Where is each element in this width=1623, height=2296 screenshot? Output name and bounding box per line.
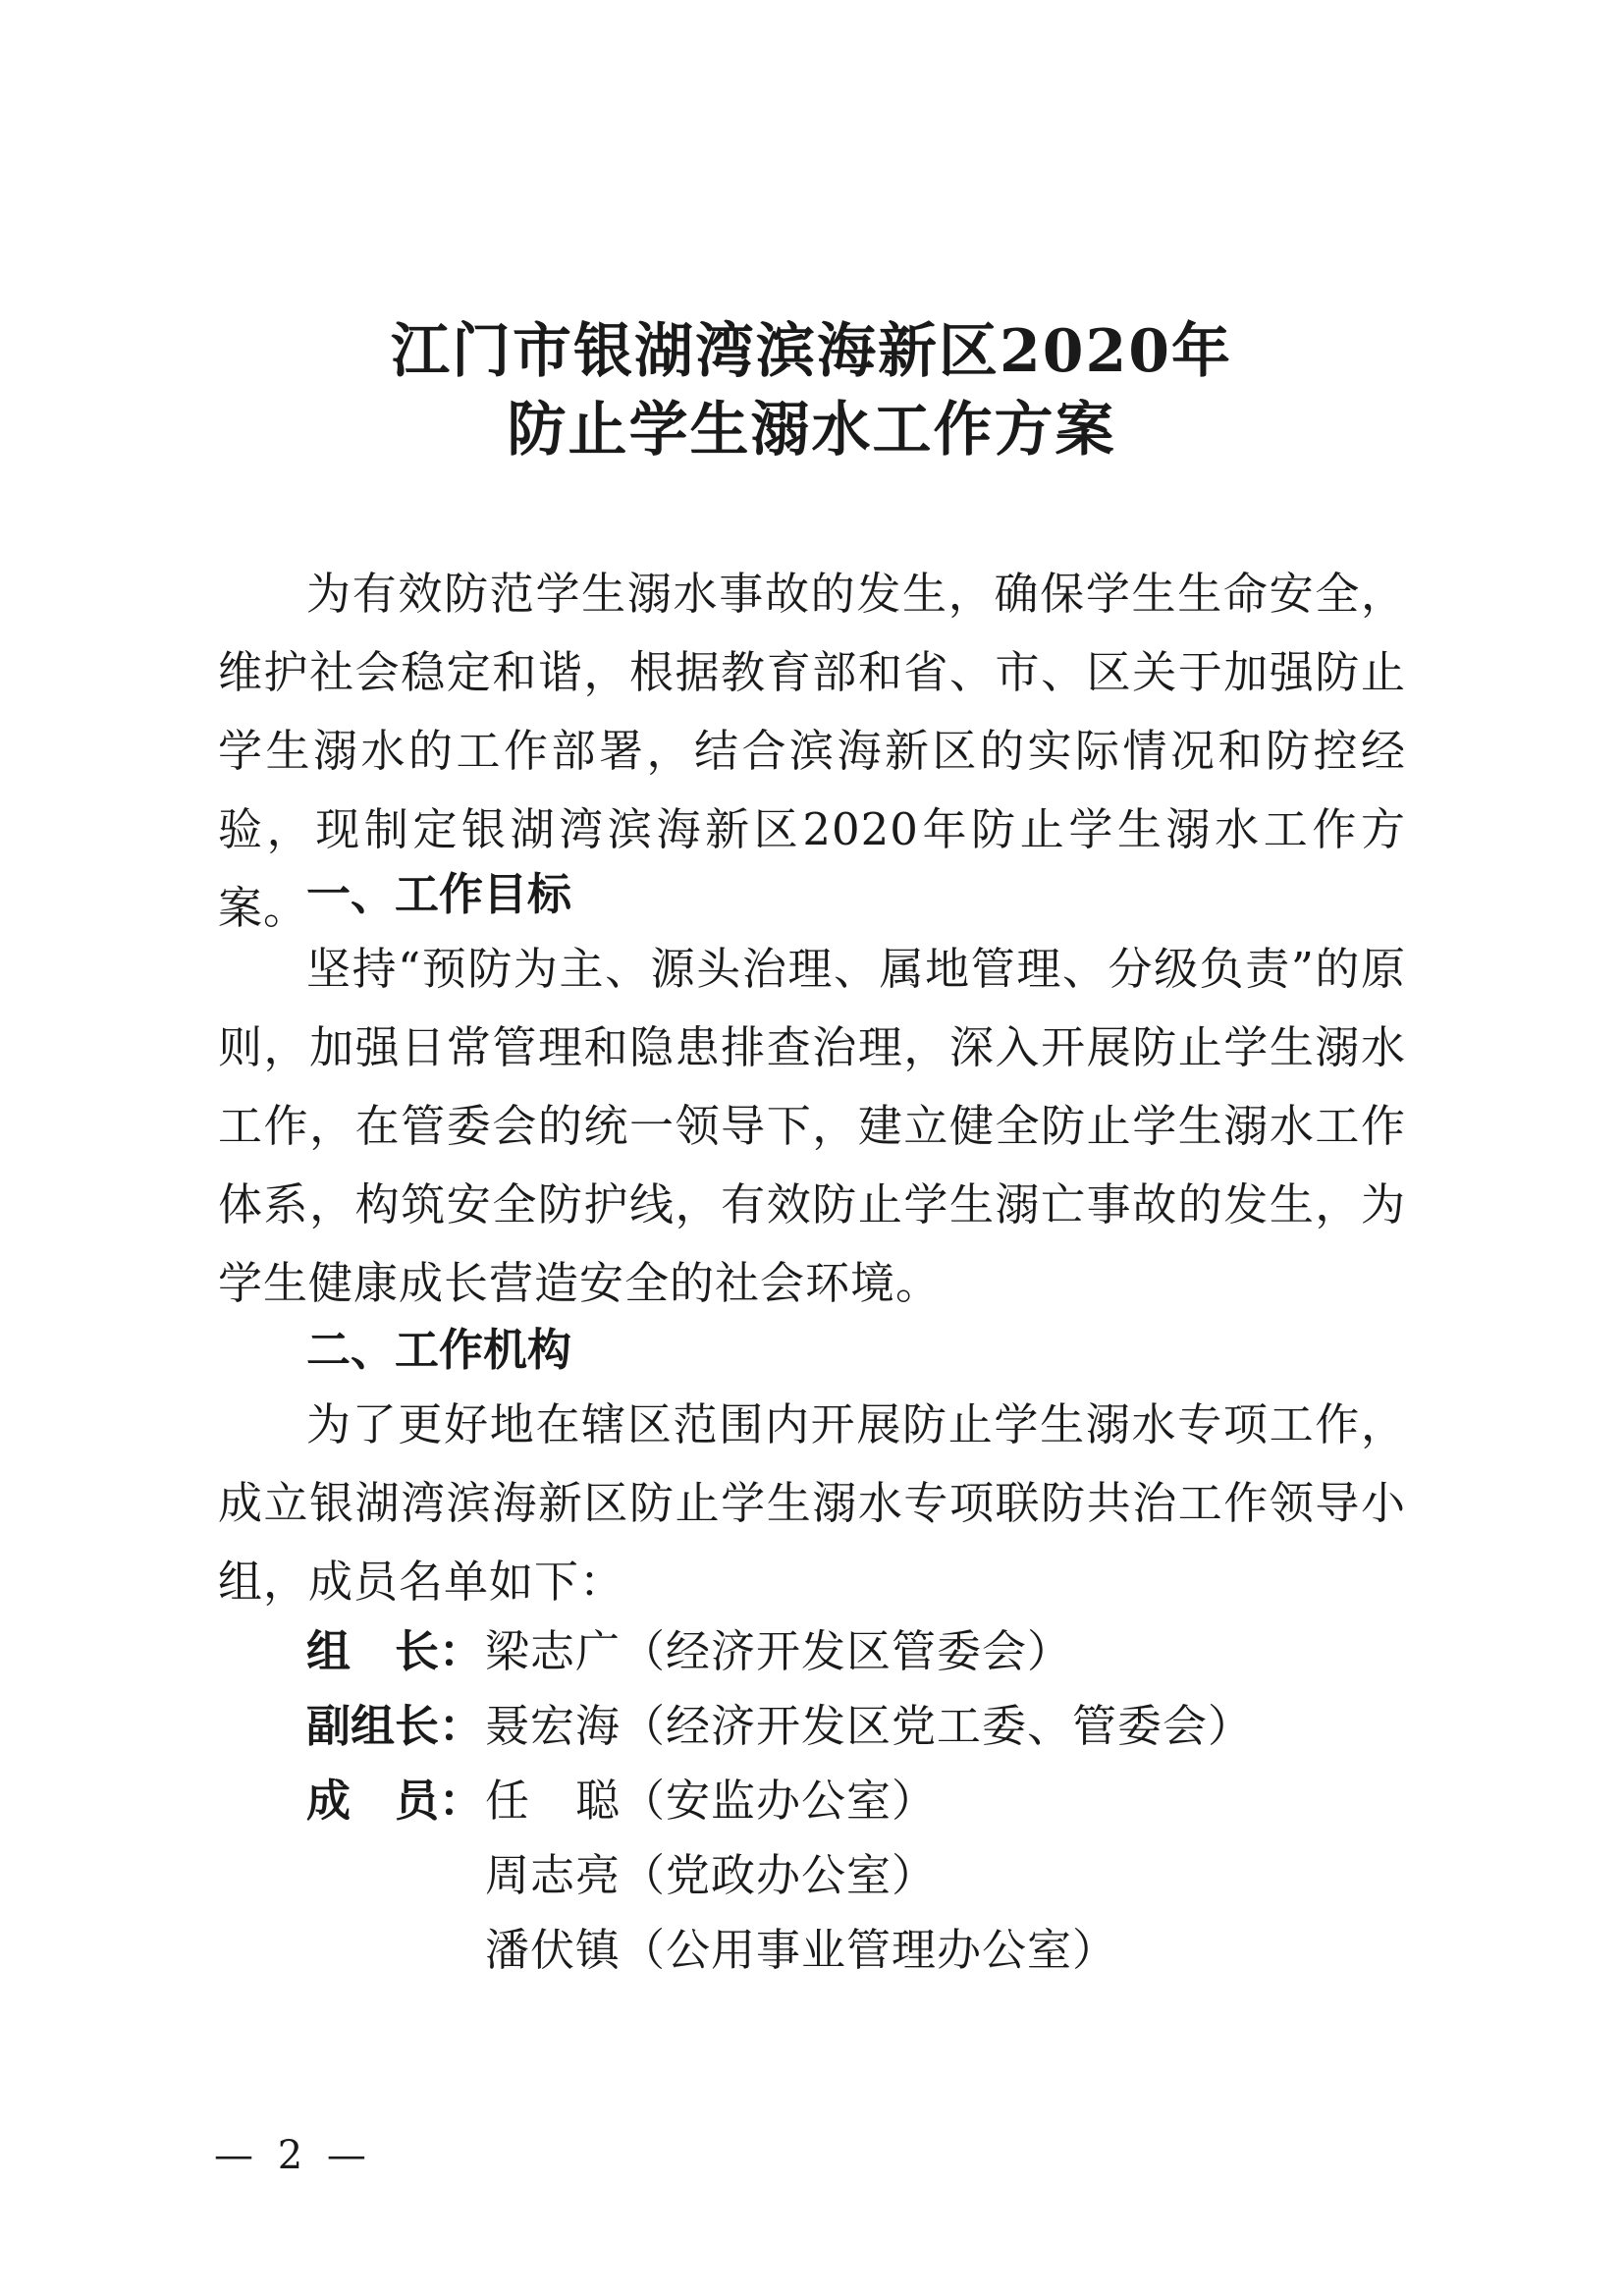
member-name: 梁志广（经济开发区管委会） — [485, 1625, 1073, 1677]
member-name: 聂宏海（经济开发区党工委、管委会） — [485, 1700, 1254, 1752]
document-title-line1: 江门市银湖湾滨海新区2020年 — [391, 317, 1232, 386]
member-row — [306, 1613, 1072, 1691]
section2-heading: 二、工作机构 — [306, 1324, 572, 1376]
document-title-line2: 防止学生溺水工作方案 — [507, 396, 1116, 465]
section1-heading: 一、工作目标 — [306, 868, 572, 920]
member-row — [306, 1762, 937, 1840]
section1-paragraph: 坚持“预防为主、源头治理、属地管理、分级负责”的原则，加强日常管理和隐患排查治理，深入开展防止学生溺水工作，在管委会的统一领导下，建立健全防止学生溺水工作体系，构筑安全防护线，有效防止学生溺亡事故的发生，为学生健康成长营造安全的社会环境。 — [218, 943, 1406, 1309]
member-role: 组 长： — [306, 1625, 484, 1677]
intro-paragraph: 为有效防范学生溺水事故的发生，确保学生生命安全，维护社会稳定和谐，根据教育部和省、市、区关于加强防止学生溺水的工作部署，结合滨海新区的实际情况和防控经验，现制定银湖湾滨海新区2020年防止学生溺水工作方案。 — [218, 568, 1406, 934]
page-number: — 2 — — [214, 2133, 372, 2178]
member-role: 副组长： — [306, 1700, 484, 1752]
member-name: 任 聪（安监办公室） — [485, 1775, 938, 1827]
member-row — [306, 1687, 1253, 1766]
section2-paragraph: 为了更好地在辖区范围内开展防止学生溺水专项工作，成立银湖湾滨海新区防止学生溺水专项联防共治工作领导小组，成员名单如下： — [218, 1398, 1406, 1608]
member-name: 潘伏镇（公用事业管理办公室） — [485, 1924, 1118, 1976]
member-row — [306, 1911, 1117, 1990]
member-row — [306, 1836, 937, 1915]
member-name: 周志亮（党政办公室） — [485, 1849, 938, 1901]
member-role: 成 员： — [306, 1775, 484, 1827]
